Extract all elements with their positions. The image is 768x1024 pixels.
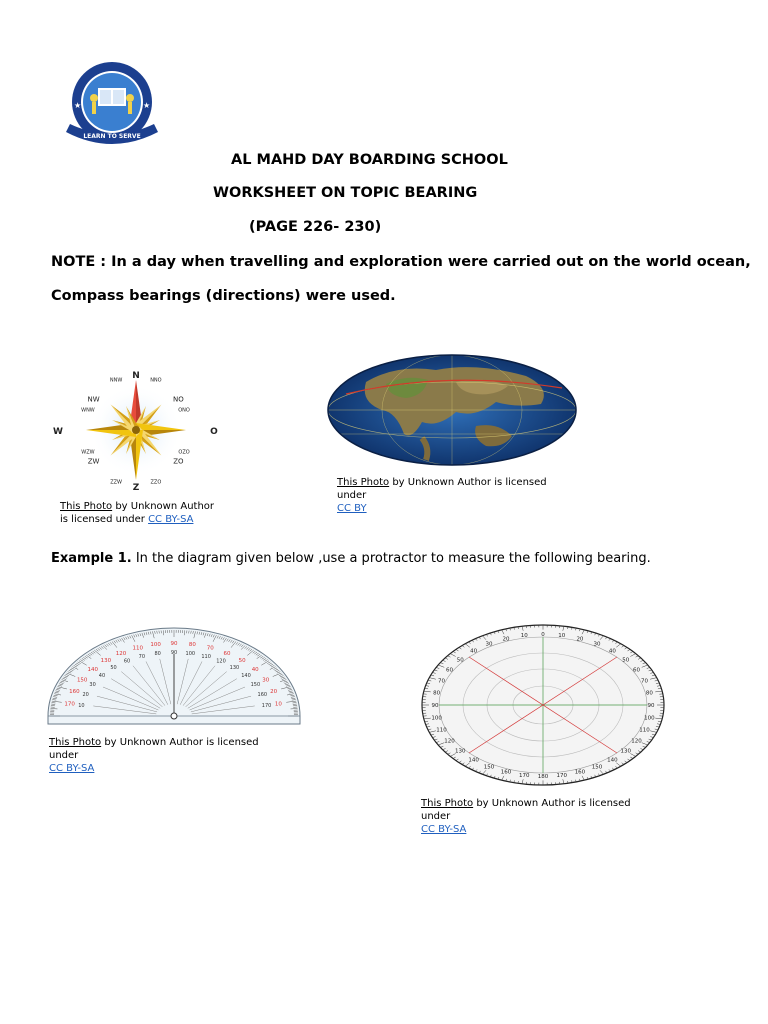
protractor-number: 110	[639, 727, 650, 734]
protractor-number: 10	[78, 702, 85, 709]
protractor-number: 40	[98, 672, 106, 679]
compass-label: ZO	[173, 457, 184, 466]
protractor-number: 120	[631, 738, 642, 745]
protractor-number: 50	[238, 658, 246, 665]
protractor-number: 70	[206, 645, 214, 652]
compass-label: ONO	[178, 407, 190, 414]
protractor-number: 100	[644, 715, 655, 722]
protractor-number: 90	[170, 641, 178, 647]
semicircle-caption: This Photo by Unknown Author is licensed under CC BY-SA	[49, 737, 259, 774]
protractor-number: 140	[241, 672, 251, 679]
svg-text:★: ★	[74, 101, 82, 110]
svg-text:★: ★	[143, 101, 151, 110]
protractor-number: 30	[593, 641, 601, 648]
semicircle-photo-link[interactable]: This Photo	[49, 737, 102, 748]
protractor-number: 40	[470, 648, 478, 655]
full-circle-protractor-image	[420, 622, 666, 788]
protractor-number: 60	[223, 650, 231, 657]
protractor-number: 120	[115, 650, 127, 657]
protractor-number: 120	[444, 738, 455, 745]
compass-label: WNW	[81, 407, 95, 414]
protractor-number: 170	[556, 772, 568, 779]
note-line-2: Compass bearings (directions) were used.	[51, 288, 396, 304]
compass-label: ZW	[87, 457, 100, 466]
protractor-number: 70	[640, 678, 648, 685]
compass-label: NNW	[109, 377, 123, 384]
logo-motto: LEARN TO SERVE	[83, 133, 141, 140]
protractor-number: 80	[188, 642, 196, 649]
semicircle-license-link[interactable]: CC BY-SA	[49, 763, 95, 774]
compass-rose-image	[50, 368, 222, 492]
protractor-number: 150	[483, 764, 495, 771]
protractor-number: 80	[154, 650, 161, 657]
example-text: In the diagram given below ,use a protractor to measure the following bearing.	[131, 551, 651, 566]
protractor-number: 100	[185, 650, 196, 657]
note-line-1: NOTE : In a day when travelling and exploration were carried out on the world ocean,	[51, 254, 751, 270]
compass-label: WZW	[81, 449, 95, 456]
full-circle-license-link[interactable]: CC BY-SA	[421, 824, 467, 835]
protractor-number: 160	[574, 769, 586, 776]
compass-label: Z	[132, 483, 140, 492]
protractor-number: 40	[251, 667, 259, 674]
protractor-number: 150	[591, 764, 603, 771]
compass-label: NW	[87, 395, 100, 404]
compass-label: W	[53, 427, 63, 437]
protractor-number: 90	[170, 650, 178, 656]
globe-license-link[interactable]: CC BY	[337, 503, 367, 514]
protractor-number: 80	[645, 690, 653, 697]
protractor-number: 170	[261, 702, 272, 709]
full-circle-photo-link[interactable]: This Photo	[421, 798, 474, 809]
protractor-number: 20	[270, 689, 278, 696]
protractor-number: 130	[455, 748, 466, 755]
compass-label: NO	[173, 395, 184, 404]
protractor-number: 160	[500, 769, 512, 776]
protractor-number: 160	[257, 692, 268, 699]
protractor-number: 10	[558, 633, 566, 640]
protractor-number: 30	[262, 677, 270, 684]
protractor-number: 50	[622, 657, 630, 664]
example-label: Example 1.	[51, 551, 132, 566]
protractor-number: 70	[138, 653, 146, 660]
protractor-number: 90	[431, 703, 439, 709]
globe-image	[326, 352, 578, 468]
protractor-number: 150	[76, 677, 88, 684]
protractor-number: 60	[633, 667, 641, 674]
compass-license-link[interactable]: CC BY-SA	[148, 514, 194, 525]
protractor-number: 50	[110, 664, 117, 671]
school-name: AL MAHD DAY BOARDING SCHOOL	[231, 152, 508, 168]
protractor-number: 130	[620, 748, 631, 755]
compass-label: N	[132, 371, 140, 381]
globe-photo-link[interactable]: This Photo	[337, 477, 390, 488]
compass-photo-link[interactable]: This Photo	[60, 501, 113, 512]
protractor-number: 160	[69, 689, 80, 696]
compass-label: NNO	[150, 377, 162, 384]
protractor-number: 110	[201, 653, 211, 660]
protractor-number: 20	[576, 636, 584, 643]
worksheet-title: WORKSHEET ON TOPIC BEARING	[213, 185, 478, 201]
compass-label: ZZW	[110, 479, 122, 486]
compass-label: O	[210, 427, 218, 437]
protractor-number: 10	[520, 633, 528, 640]
school-logo	[60, 58, 164, 154]
protractor-number: 130	[100, 658, 112, 665]
protractor-number: 0	[541, 632, 545, 638]
protractor-number: 170	[518, 772, 530, 779]
protractor-number: 20	[82, 692, 89, 699]
protractor-number: 40	[608, 648, 616, 655]
protractor-number: 170	[64, 701, 75, 708]
protractor-number: 60	[445, 667, 453, 674]
protractor-number: 150	[250, 682, 261, 688]
protractor-number: 50	[456, 657, 464, 664]
protractor-number: 80	[433, 690, 441, 697]
example-1	[51, 551, 651, 566]
compass-label: OZO	[178, 449, 190, 456]
protractor-number: 30	[485, 641, 493, 648]
page-range: (PAGE 226- 230)	[249, 219, 382, 235]
protractor-number: 140	[87, 667, 99, 674]
protractor-number: 30	[89, 682, 96, 688]
semicircle-protractor-image	[44, 624, 304, 728]
protractor-number: 100	[150, 642, 161, 649]
protractor-number: 140	[607, 757, 618, 764]
protractor-number: 110	[132, 645, 143, 652]
protractor-number: 110	[436, 727, 447, 734]
protractor-number: 90	[647, 703, 655, 709]
compass-caption: This Photo by Unknown Author is licensed under CC BY-SA	[60, 501, 215, 525]
protractor-number: 180	[537, 774, 549, 780]
globe-caption: This Photo by Unknown Author is licensed under CC BY	[337, 477, 547, 514]
protractor-number: 10	[274, 701, 282, 708]
protractor-number: 120	[216, 658, 226, 665]
protractor-number: 100	[431, 715, 442, 722]
protractor-number: 140	[468, 757, 479, 764]
compass-label: ZZO	[150, 479, 162, 486]
full-circle-caption: This Photo by Unknown Author is licensed under CC BY-SA	[421, 798, 631, 835]
protractor-number: 60	[123, 658, 131, 665]
protractor-number: 70	[438, 678, 446, 685]
protractor-number: 20	[502, 636, 510, 643]
protractor-number: 130	[229, 664, 240, 671]
